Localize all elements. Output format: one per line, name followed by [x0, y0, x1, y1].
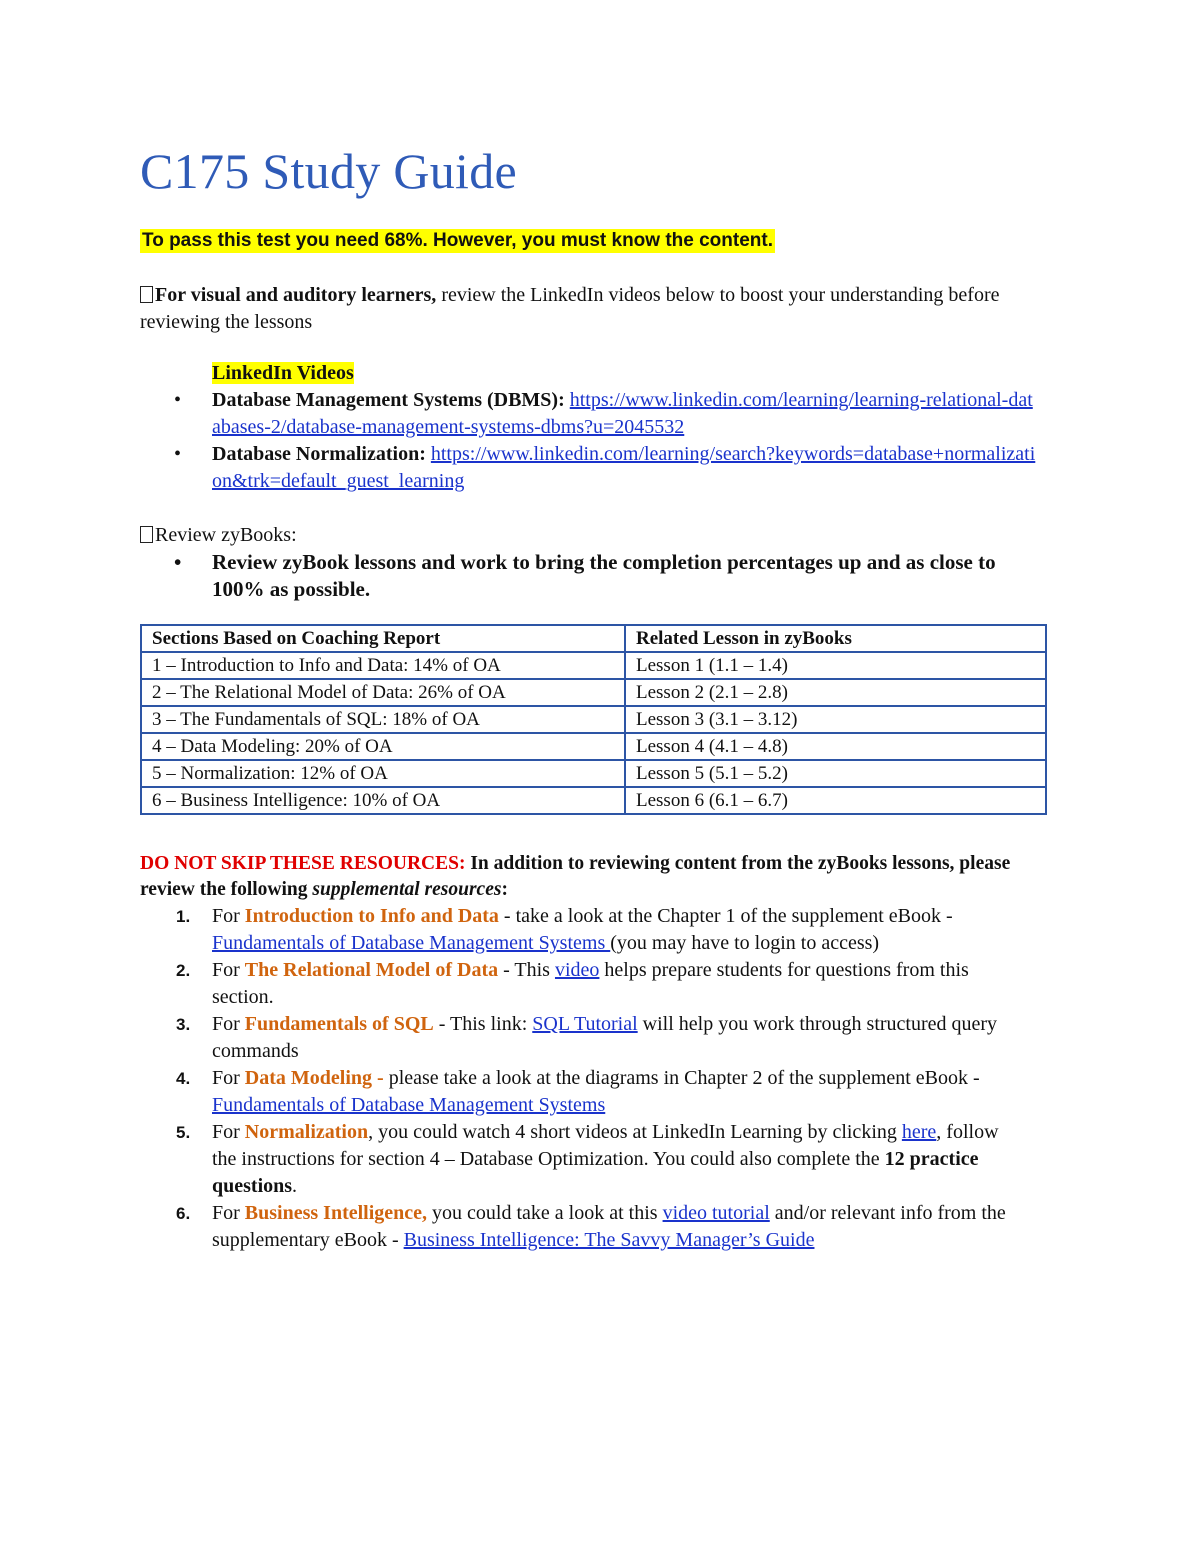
- resource-topic: Data Modeling -: [244, 1067, 384, 1089]
- table-cell-lesson: Lesson 6 (6.1 – 6.7): [625, 787, 1046, 814]
- pass-requirement-note: To pass this test you need 68%. However, you must know the content.: [142, 230, 773, 251]
- table-row: [141, 679, 1046, 706]
- resources-intro-end: :: [501, 879, 508, 900]
- resources-section: [140, 851, 1055, 1254]
- item-prefix: For: [212, 1013, 245, 1035]
- normalization-video-link[interactable]: https://www.linkedin.com/learning/search?keywords=database+normalization&trk=default_guest_learning: [212, 443, 1036, 492]
- dbms-video-link[interactable]: https://www.linkedin.com/learning/learning-relational-databases-2/database-management-systems-dbms?u=2045532: [212, 389, 1033, 438]
- item-prefix: For: [212, 905, 245, 927]
- table-cell-section: 4 – Data Modeling: 20% of OA: [141, 733, 625, 760]
- item-text: will help you work through structured query commands: [212, 1013, 998, 1062]
- table-header-lessons: Related Lesson in zyBooks: [625, 625, 1046, 652]
- visual-learners-paragraph: [140, 282, 1060, 336]
- linkedin-heading: LinkedIn Videos: [212, 362, 354, 384]
- list-item: [140, 1200, 1020, 1254]
- resource-topic: Normalization: [244, 1121, 369, 1143]
- sql-tutorial-link[interactable]: SQL Tutorial: [532, 1013, 638, 1035]
- zybooks-instruction: Review zyBook lessons and work to bring the completion percentages up and as close to 100% as possible.: [212, 550, 996, 601]
- list-number: 3.: [176, 1015, 191, 1034]
- item-prefix: For: [212, 1121, 245, 1143]
- list-number: 6.: [176, 1204, 191, 1223]
- item-prefix: For: [212, 1067, 245, 1089]
- visual-learners-text: review the LinkedIn videos below to boost your understanding before reviewing the lessons: [140, 284, 1000, 333]
- list-item: [140, 549, 1040, 603]
- resources-intro-emphasis: supplemental resources: [312, 879, 502, 900]
- table-cell-section: 6 – Business Intelligence: 10% of OA: [141, 787, 625, 814]
- table-cell-section: 5 – Normalization: 12% of OA: [141, 760, 625, 787]
- table-header-sections: Sections Based on Coaching Report: [141, 625, 625, 652]
- bullet-icon: •: [174, 443, 182, 465]
- resources-list: [140, 903, 1020, 1254]
- dbms-label: Database Management Systems (DBMS):: [212, 389, 565, 411]
- checkbox-glyph-icon: [140, 526, 153, 543]
- bullet-icon: •: [174, 389, 182, 411]
- table-cell-lesson: Lesson 1 (1.1 – 1.4): [625, 652, 1046, 679]
- coaching-table-wrapper: [140, 624, 1047, 815]
- ebook-link[interactable]: Fundamentals of Database Management Systems: [212, 1094, 606, 1116]
- item-text: please take a look at the diagrams in Chapter 2 of the supplement eBook -: [383, 1067, 980, 1089]
- list-item: [140, 1119, 1020, 1200]
- list-number: 4.: [176, 1069, 191, 1088]
- table-row: [141, 733, 1046, 760]
- checkbox-glyph-icon: [140, 286, 153, 303]
- resources-intro: [140, 851, 1055, 903]
- item-text: and/or relevant info from the supplementary eBook -: [212, 1202, 1006, 1251]
- resource-topic: Introduction to Info and Data: [244, 905, 499, 927]
- practice-questions-emphasis: 12 practice questions: [212, 1148, 979, 1197]
- visual-learners-lead: For visual and auditory learners,: [155, 284, 437, 306]
- page-title: C175 Study Guide: [140, 143, 518, 199]
- bullet-icon: •: [174, 550, 182, 574]
- list-item: [140, 387, 1040, 441]
- table-row: [141, 787, 1046, 814]
- video-tutorial-link[interactable]: video tutorial: [662, 1202, 770, 1224]
- here-link[interactable]: here: [901, 1121, 937, 1143]
- table-header-row: [141, 625, 1046, 652]
- table-cell-lesson: Lesson 3 (3.1 – 3.12): [625, 706, 1046, 733]
- list-item: [140, 903, 1020, 957]
- resource-topic: Fundamentals of SQL: [244, 1013, 434, 1035]
- zybooks-section: [140, 522, 1040, 603]
- ebook-link[interactable]: Fundamentals of Database Management Systems: [212, 932, 611, 954]
- table-row: [141, 760, 1046, 787]
- item-text: .: [292, 1175, 298, 1197]
- list-item: [140, 957, 1020, 1011]
- list-item: [140, 1065, 1020, 1119]
- table-row: [141, 706, 1046, 733]
- bi-ebook-link[interactable]: Business Intelligence: The Savvy Manager’s Guide: [403, 1229, 815, 1251]
- item-text: - take a look at the Chapter 1 of the supplement eBook -: [498, 905, 953, 927]
- linkedin-section: [140, 360, 1040, 495]
- linkedin-list: [140, 387, 1040, 495]
- zybooks-heading: Review zyBooks:: [155, 524, 297, 546]
- item-text: , you could watch 4 short videos at LinkedIn Learning by clicking: [368, 1121, 902, 1143]
- resource-topic: The Relational Model of Data: [244, 959, 499, 981]
- item-text: (you may have to login to access): [610, 932, 880, 954]
- resources-intro-text: In addition to reviewing content from the zyBooks lessons, please review the following: [140, 853, 1011, 900]
- list-item: [140, 441, 1040, 495]
- table-cell-section: 3 – The Fundamentals of SQL: 18% of OA: [141, 706, 625, 733]
- table-cell-lesson: Lesson 5 (5.1 – 5.2): [625, 760, 1046, 787]
- item-text: helps prepare students for questions from this section.: [212, 959, 969, 1008]
- item-text: - This link:: [433, 1013, 533, 1035]
- table-cell-section: 2 – The Relational Model of Data: 26% of OA: [141, 679, 625, 706]
- table-row: [141, 652, 1046, 679]
- video-link[interactable]: video: [554, 959, 600, 981]
- zybooks-list: [140, 549, 1040, 603]
- item-text: , follow the instructions for section 4 – Database Optimization. You could also complete the: [212, 1121, 999, 1170]
- list-number: 1.: [176, 907, 191, 926]
- list-number: 5.: [176, 1123, 191, 1142]
- item-prefix: For: [212, 959, 245, 981]
- item-text: you could take a look at this: [427, 1202, 663, 1224]
- list-item: [140, 1011, 1020, 1065]
- item-prefix: For: [212, 1202, 245, 1224]
- item-text: - This: [498, 959, 555, 981]
- normalization-label: Database Normalization:: [212, 443, 426, 465]
- table-cell-lesson: Lesson 4 (4.1 – 4.8): [625, 733, 1046, 760]
- table-cell-section: 1 – Introduction to Info and Data: 14% of OA: [141, 652, 625, 679]
- resource-topic: Business Intelligence,: [244, 1202, 428, 1224]
- resources-warning: DO NOT SKIP THESE RESOURCES:: [140, 853, 466, 874]
- table-cell-lesson: Lesson 2 (2.1 – 2.8): [625, 679, 1046, 706]
- coaching-report-table: [140, 624, 1047, 815]
- list-number: 2.: [176, 961, 191, 980]
